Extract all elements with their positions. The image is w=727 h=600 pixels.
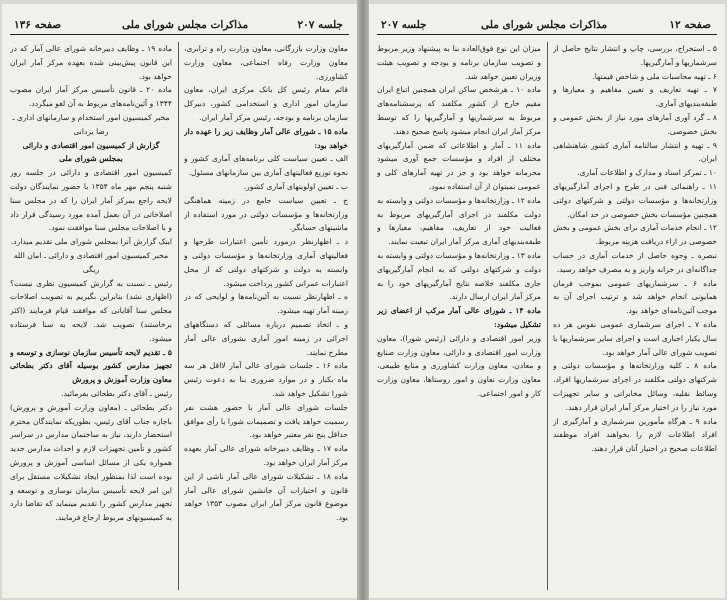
paragraph: دکتر بطحائی ـ (معاون وزارت آموزش و پرورش) باجازه جناب آقای رئیس، بطوریکه نمایندگان محترم استحضار دارند، نیاز به ساختمان مدارس در سراسر کشور و تأمین تجهیزات لازم و احداث مدارس جدید همواره یکی از مسائل اساسی آموزش و پرورش بوده است لذا بمنظور ایجاد تشکیلات مستقل برای این امر لایحه تأسیس سازمان نوسازی و توسعه و تجهیز مدارس کشور را تقدیم مینماید که تقاضا دارد به کمیسیونهای مربوط ارجاع فرمایند. [10, 402, 172, 523]
paragraph: رئیس ـ آقای دکتر بطحائی بفرمائید. [61, 388, 172, 398]
paragraph: ه ـ اظهارنظر نسبت به آئین‌نامه‌ها و لوایحی که در زمینه آمار تهیه میشود. [184, 292, 348, 316]
paragraph: ماده ۱۰ ـ هرشخص ساکن ایران همچنین اتباع ایران مقیم خارج از کشور مکلفند که پرسشنامه‌های مربوط به سرشماریها و آمارگیریها را که توسط مرکز آمار ایران انجام میشود پاسخ صحیح دهند. [377, 85, 541, 136]
left-page-session: جلسه ۲۰۷ [297, 19, 343, 31]
paragraph: جلسات شورای عالی آمار با حضور هشت نفر رسمیت خواهد یافت و تصمیمات شورا با رأی موافق حداقل پنج نفر معتبر خواهد بود. [184, 402, 348, 440]
article-paragraph: ماده ۱۵ ـ شورای عالی آمار وظایف زیر را عهده دار خواهد بود: [184, 126, 348, 150]
signature-line: مخبر کمیسیون امور استخدام و سازمانهای اداری ـ رضا یزدانی [12, 112, 170, 136]
left-page [2, 4, 357, 598]
paragraph: کمیسیون امور اقتصادی و دارائی در جلسه روز شنبه پنجم مهر ماه ۱۳۵۴ با حضور نمایندگان دولت لایحه راجع بمرکز آمار ایران را که در مجلس سنا اصلاحاتی در آن بعمل آمده مورد رسیدگی قرار داد و با اصلاحات مجلس سنا موافقت نمود. [10, 168, 172, 233]
left-page-number: صفحه ۱۳۶ [14, 19, 62, 31]
paragraph: ماده ۶ ـ سرشماریهای عمومی بموجب فرمان همایونی انجام خواهد شد و ترتیب اجرای آن به موجب آئین‌نامه‌ای خواهد بود. [553, 278, 717, 316]
paragraph: الف ـ تعیین سیاست کلی برنامه‌های آماری کشور و نحوه توزیع فعالیتهای آماری بین سازمانهای مسئول. [184, 154, 348, 178]
paragraph: رئیس ـ نسبت به گزارش کمیسیون نظری نیست؟ (اظهاری نشد) بنابراین بگیریم به تصویب اصلاحات مجلس سنا آقایانی که موافقند قیام فرمایند (اکثر برخاستند) تصویب شد. لایحه به سنا فرستاده میشود. [10, 278, 172, 343]
right-page-column-right [553, 42, 717, 594]
right-page-header [377, 18, 717, 35]
left-page-header [10, 18, 349, 35]
paragraph: ماده ۱۷ ـ وظایف دبیرخانه شورای عالی آمار بعهده مرکز آمار ایران خواهد بود. [184, 444, 348, 467]
paragraph: ماده ۱۸ ـ تشکیلات شورای عالی آمار ناشی از این قانون و اختیارات آن جانشین شورای عالی آمار موضوع قانون مرکز آمار ایران مصوب ۱۳۵۳ خواهد بود. [184, 471, 348, 523]
paragraph: میزان این نوع فوق‌العاده بنا به پیشنهاد وزیر مربوط و تصویب سازمان برنامه و بودجه و تصویب هیئت وزیران تعیین خواهد شد. [377, 44, 541, 81]
signature-line: مخبر کمیسیون امور اقتصادی و دارائی ـ امان الله ریگی [13, 250, 169, 274]
paragraph: ماده ۸ ـ کلیه وزارتخانه‌ها و مؤسسات دولتی و شرکتهای دولتی مکلفند در اجرای سرشماریها افراد، وسائط نقلیه، وسائل مخابراتی و سایر تجهیزات مورد نیاز را در اختیار مرکز آمار ایران قرار دهند. [553, 361, 717, 412]
paragraph: ماده ۲۰ ـ قانون تأسیس مرکز آمار ایران مصوب ۱۳۴۴ و آئین‌نامه‌های مربوط به آن لغو میگردد. [10, 85, 172, 109]
paragraph: تبصره ـ وجوه حاصل از خدمات آماری در حساب جداگانه‌ای در خزانه واریز و به مصرف خواهد رسید. [553, 250, 717, 274]
section-heading: ۵ ـ تقدیم لایحه تأسیس سازمان نوسازی و توسعه و تجهیز مدارس کشور بوسیله آقای دکتر بطحائی معاون وزارت آموزش و پرورش [10, 347, 172, 385]
book-gutter [357, 0, 369, 600]
right-page-session: جلسه ۲۰۷ [381, 19, 427, 31]
column-divider [178, 42, 179, 590]
paragraph: ب ـ تعیین اولویتهای آماری کشور. [243, 181, 348, 191]
left-page-column-right [184, 42, 348, 594]
paragraph: ۷ ـ تهیه تعاریف و تعیین مفاهیم و معیارها و طبقه‌بندیهای آماری. [553, 85, 717, 109]
paragraph: وزیر امور اقتصادی و دارائی (رئیس شورا)، معاون وزارت امور اقتصادی و دارائی، معاون وزارت صنایع و معادن، معاون وزارت کشاورزی و منابع طبیعی، معاون وزارت تعاون و امور روستاها، معاون وزارت کار و امور اجتماعی. [377, 333, 541, 398]
right-page-title: مذاکرات مجلس شورای ملی [481, 19, 608, 31]
paragraph: ماده ۱۱ ـ آمار و اطلاعاتی که ضمن آمارگیریهای مختلف از افراد و مؤسسات جمع آوری میشود محرمانه خواهد بود و جز در تهیه آمارهای کلی و عمومی نمیتوان از آن استفاده نمود. [377, 140, 541, 191]
right-page [369, 4, 725, 598]
article-paragraph: ماده ۱۴ ـ شورای عالی آمار مرکب از اعضای زیر تشکیل میشود: [377, 306, 541, 329]
left-page-title: مذاکرات مجلس شورای ملی [122, 19, 249, 31]
paragraph: قائم مقام رئیس کل بانک مرکزی ایران، معاون سازمان امور اداری و استخدامی کشور، دبیرکل سازمان برنامه و بودجه، رئیس مرکز آمار ایران. [184, 85, 348, 122]
right-page-column-left [377, 42, 541, 594]
right-page-number: صفحه ۱۲ [669, 19, 711, 31]
column-divider [547, 42, 548, 590]
paragraph: ماده ۱۶ ـ جلسات شورای عالی آمار لااقل هر سه ماه یکبار و در موارد ضروری بنا به دعوت رئیس شورا تشکیل خواهد شد. [184, 361, 348, 398]
left-page-column-left [10, 42, 172, 594]
paragraph: ماده ۱۲ ـ وزارتخانه‌ها و مؤسسات دولتی و وابسته به دولت مکلفند در اجرای آمارگیریهای مربوط به فعالیت خود از تعاریف، مفاهیم، معیارها و طبقه‌بندیهای آماری مرکز آمار ایران تبعیت نمایند. [377, 195, 541, 247]
paragraph: اینک گزارش آنرا بمجلس شورای ملی تقدیم میدارد. [10, 237, 172, 247]
paragraph: معاون وزارت بازرگانی، معاون وزارت راه و ترابری، معاون وزارت رفاه اجتماعی، معاون وزارت کشاورزی. [184, 44, 348, 81]
paragraph: ۸ ـ گرد آوری آمارهای مورد نیاز از بخش عمومی و بخش خصوصی. [553, 112, 717, 136]
paragraph: ۱۰ ـ تمرکز اسناد و مدارک و اطلاعات آماری. [577, 168, 717, 178]
paragraph: ۱۲ ـ انجام خدمات آماری برای بخش عمومی و بخش خصوصی در ازاء دریافت هزینه مربوط. [553, 223, 717, 247]
paragraph: ۹ ـ تهیه و انتشار سالنامه آماری کشور شاهنشاهی ایران. [553, 140, 717, 164]
paragraph: ج ـ تعیین سیاست جامع در زمینه هماهنگی وزارتخانه‌ها و مؤسسات دولتی در مورد استفاده از ماشینهای حسابگر. [184, 195, 348, 233]
paragraph: د ـ اظهارنظر درمورد تأمین اعتبارات طرحها و فعالیتهای آماری وزارتخانه‌ها و مؤسسات دولتی و وابسته به دولت و شرکتهای دولتی که از محل اعتبارات عمرانی کشور پرداخت میشود. [184, 237, 348, 288]
paragraph: و ـ اتخاذ تصمیم درباره مسائلی که دستگاههای اجرائی در زمینه امور آماری بشورای عالی آمار مطرح نمایند. [184, 319, 348, 357]
paragraph: ماده ۷ ـ اجرای سرشماری عمومی نفوس هر ده سال یکبار اجباری است و اجرای سایر سرشماریها با تصویب شورای عالی آمار خواهد بود. [553, 319, 717, 357]
paragraph: ماده ۱۳ ـ وزارتخانه‌ها و مؤسسات دولتی و وابسته به دولت و شرکتهای دولتی که به انجام آمارگیریهای جاری مکلفند خلاصه نتایج آمارگیریهای خود را به مرکز آمار ایران ارسال دارند. [377, 250, 541, 302]
paragraph: ۵ ـ استخراج، بررسی، چاپ و انتشار نتایج حاصل از سرشماریها و آمارگیریها. [553, 44, 717, 67]
paragraph: ۱۱ ـ راهنمائی فنی در طرح و اجرای آمارگیریهای وزارتخانه‌ها و مؤسسات دولتی و شرکتهای دولتی همچنین مؤسسات بخش خصوصی در حد امکان. [553, 181, 717, 219]
report-heading: گزارش از کمیسیون امور اقتصادی و دارائی بمجلس شورای ملی [22, 140, 160, 164]
paragraph: ماده ۹ ـ هرگاه مأمورین سرشماری و آمارگیری از افراد اطلاعات لازم را بخواهند افراد موظفند اطلاعات صحیح در اختیار آنان قرار دهند. [553, 416, 717, 454]
paragraph: ماده ۱۹ ـ وظایف دبیرخانه شورای عالی آمار که در این قانون پیش‌بینی شده بعهده مرکز آمار ایران خواهد بود. [10, 44, 172, 81]
paragraph: ۶ ـ تهیه محاسبات ملی و شاخص قیمتها. [592, 71, 717, 81]
